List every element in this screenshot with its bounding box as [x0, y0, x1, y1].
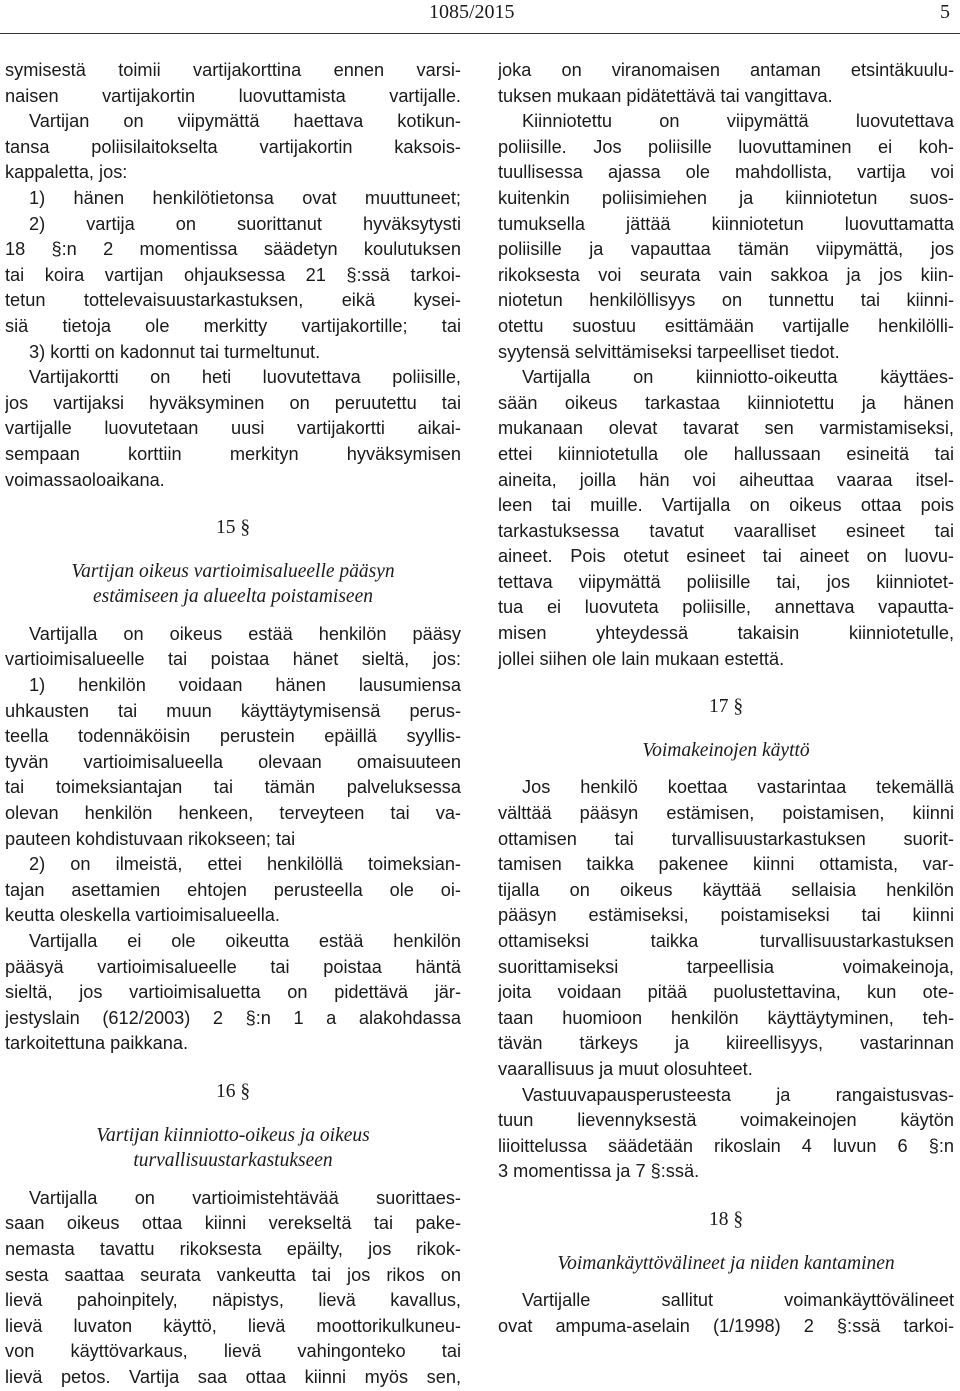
- left-text-line: tai koira vartijan ohjauksessa 21 §:ssä tarkoi-: [5, 264, 461, 285]
- left-text-line: teella todennäköisin perustein epäillä syyllis-: [5, 726, 461, 747]
- right-text-line: niotetun henkilöllisyys on tunnettu tai kiinni-: [498, 290, 954, 311]
- right-text-line: Jos henkilö koettaa vastarintaa tekemällä: [522, 777, 954, 798]
- right-text-line: Kiinniotettu on viipymättä luovutettava: [522, 111, 954, 132]
- spacer: [5, 610, 461, 622]
- left-text-line: 2) on ilmeistä, ettei henkilöllä toimeksian-: [29, 854, 461, 875]
- left-text-line: lievä petos. Vartija saa ottaa kiinni myös sen,: [5, 1366, 461, 1387]
- section-number: 15 §: [215, 517, 251, 539]
- right-column: [498, 58, 954, 1339]
- right-text-line: tettava viipymättä poliisille tai, jos kiinniotet-: [498, 571, 954, 592]
- section-title: Voimakeinojen käyttö: [642, 739, 810, 761]
- right-text-line: taan huomioon henkilön käyttäytyminen, teh-: [498, 1007, 954, 1028]
- left-text-line: uhkausten tai muun käyttäytymisensä perus-: [5, 700, 461, 721]
- spacer: [5, 1105, 461, 1123]
- left-text-line: tetun tottelevaisuustarkastuksen, eikä kysei-: [5, 290, 461, 311]
- right-text-line: sään oikeus tarkastaa kiinniotettu ja hänen: [498, 392, 954, 413]
- section-number: 18 §: [708, 1208, 744, 1230]
- left-text-line: 18 §:n 2 momentissa säädetyn koulutuksen: [5, 239, 461, 260]
- left-text-line: Vartijalla ei ole oikeutta estää henkilön: [29, 931, 461, 951]
- section-title: Voimankäyttövälineet ja niiden kantaminen: [557, 1252, 895, 1274]
- left-text-line: tai toimeksiantajan tai tämän palveluksessa: [5, 777, 461, 798]
- left-text-line: 1) henkilön voidaan hänen lausumiensa: [29, 675, 461, 696]
- left-text-line: kappaletta, jos:: [5, 162, 128, 183]
- right-text-line: poliisille. Jos poliisille luovuttaminen ei koh-: [498, 136, 954, 157]
- right-text-line: Vartijalla on kiinniotto-oikeutta käyttäes-: [522, 367, 954, 388]
- right-text-line: joita voidaan pitää puolustettavina, kun ote-: [498, 982, 954, 1003]
- document-number: 1085/2015: [429, 1, 515, 23]
- right-text-line: jollei siihen ole lain mukaan estettä.: [498, 648, 785, 669]
- spacer: [498, 1276, 954, 1288]
- right-text-line: tuksen mukaan pidätettävä tai vangittava.: [498, 85, 833, 106]
- right-text-line: tarkastuksessa tavatut vaaralliset esineet tai: [498, 520, 954, 541]
- left-text-line: symisestä toimii vartijakorttina ennen varsi-: [5, 60, 461, 80]
- right-text-line: tuullisessa ajassa ole mahdollista, vartija voi: [498, 162, 954, 183]
- right-text-line: poliisille ja vapauttaa tämän viipymättä, jos: [498, 239, 954, 260]
- right-text-line: liioittelussa säädetään rikoslain 4 luvun 6 §:n: [498, 1135, 954, 1156]
- left-text-line: keutta oleskella vartioimisalueella.: [5, 905, 280, 926]
- left-text-line: sieltä, jos vartioimisaluetta on pidettävä jär-: [5, 982, 461, 1003]
- page-number: 5: [940, 1, 950, 23]
- spacer: [5, 1174, 461, 1186]
- right-text-line: aineita, joilla hän voi aiheuttaa vaaraa itsel-: [498, 469, 954, 490]
- left-text-line: jos vartijaksi hyväksyminen on peruutettu tai: [5, 392, 461, 413]
- left-text-line: pauteen kohdistuvaan rikokseen; tai: [5, 828, 296, 849]
- section-title: Vartijan oikeus vartioimisalueelle pääsyn: [71, 560, 395, 582]
- left-text-line: naisen vartijakortin luovuttamista vartijalle.: [5, 85, 461, 106]
- right-text-line: Vartijalle sallitut voimankäyttövälineet: [522, 1290, 954, 1311]
- spacer: [498, 1233, 954, 1251]
- spacer: [498, 720, 954, 738]
- right-text-line: tuun lievennyksestä voimakeinojen käytön: [498, 1110, 954, 1131]
- page-header: [0, 0, 960, 34]
- section-title: Vartijan kiinniotto-oikeus ja oikeus: [96, 1124, 370, 1146]
- right-text-line: vaarallisuus ja muut olosuhteet.: [498, 1058, 753, 1079]
- right-text-line: ovat ampuma-aselain (1/1998) 2 §:ssä tarkoi-: [498, 1315, 954, 1336]
- left-text-line: voimassaoloaikana.: [5, 469, 165, 490]
- right-text-line: ottamisen tai turvallisuustarkastuksen suorit-: [498, 828, 954, 849]
- left-text-line: Vartijalla on oikeus estää henkilön pääsy: [29, 623, 461, 644]
- right-text-line: Vastuuvapausperusteesta ja rangaistusvas-: [522, 1084, 954, 1105]
- left-text-line: siä tietoja ole merkitty vartijakortille; tai: [5, 315, 461, 336]
- right-text-line: välttää pääsyn estämisen, poistamisen, kiinni: [498, 803, 954, 824]
- left-text-line: 2) vartija on suorittanut hyväksytysti: [29, 213, 461, 234]
- section-title: estämiseen ja alueelta poistamiseen: [93, 586, 373, 608]
- left-text-line: Vartijan on viipymättä haettava kotikun-: [29, 111, 461, 132]
- right-text-line: pääsyn estämiseksi, poistamiseksi tai kiinni: [498, 905, 954, 926]
- left-text-line: vartioimisalueelle tai poistaa hänet sieltä, jos:: [5, 649, 461, 670]
- left-text-line: lievä luvaton käyttö, lievä moottorikulkuneu-: [5, 1315, 461, 1336]
- spacer: [5, 541, 461, 559]
- right-text-line: misen yhteydessä takaisin kiinniotetulle,: [498, 623, 954, 644]
- right-text-line: tävän tärkeys ja kiireellisyys, vastarinnan: [498, 1033, 954, 1054]
- spacer: [5, 1057, 461, 1079]
- right-text-line: ottamiseksi taikka turvallisuustarkastuksen: [498, 931, 954, 951]
- spacer: [498, 763, 954, 775]
- left-text-line: sesta saattaa seurata vankeutta tai jos rikos on: [5, 1264, 461, 1285]
- left-text-line: nemasta tavattu rikoksesta epäilty, jos rikok-: [5, 1238, 461, 1259]
- left-text-line: saan oikeus ottaa kiinni verekseltä tai pake-: [5, 1213, 461, 1234]
- right-text-line: tua ei luovuteta poliisille, annettava vapautta-: [498, 597, 954, 618]
- right-text-line: ettei kiinniotetulla ole hallussaan esineitä tai: [498, 443, 954, 464]
- left-text-line: pääsyä vartioimisalueelle tai poistaa häntä: [5, 956, 461, 977]
- left-text-line: tansa poliisilaitokselta vartijakortin kaksois-: [5, 136, 461, 157]
- right-text-line: suorittamiseksi tarpeellisia voimakeinoja,: [498, 956, 954, 977]
- right-text-line: aineet. Pois otetut esineet tai aineet on luovu-: [498, 546, 954, 567]
- right-text-line: tumuksella jättää kiinniotetun luovuttamatta: [498, 213, 954, 234]
- left-text-line: tyvän vartioimisalueella olevaan omaisuuteen: [5, 751, 461, 772]
- spacer: [5, 493, 461, 515]
- header-rule: [0, 33, 960, 34]
- right-text-line: kuitenkin poliisimiehen ja kiinniotetun suos-: [498, 187, 954, 208]
- left-text-line: sempaan korttiin merkityn hyväksymisen: [5, 443, 461, 464]
- left-text-line: 1) hänen henkilötietonsa ovat muuttuneet;: [29, 187, 461, 208]
- spacer: [498, 672, 954, 694]
- left-text-line: tarkoitettuna paikkana.: [5, 1033, 189, 1054]
- left-text-line: vartijalle luovutetaan uusi vartijakortti aikai-: [5, 418, 461, 439]
- left-text-line: jestyslain (612/2003) 2 §:n 1 a alakohdassa: [5, 1007, 461, 1028]
- right-text-line: rikoksesta voi seurata vain sakkoa ja jos kiin-: [498, 264, 954, 285]
- left-text-line: olevan henkilön henkeen, terveyteen tai va-: [5, 803, 461, 824]
- left-text-line: tajan asettamien ehtojen perusteella ole oi-: [5, 879, 461, 900]
- right-text-line: joka on viranomaisen antaman etsintäkuulu-: [498, 60, 954, 80]
- right-text-line: otettu suostuu esittämään vartijalle henkilölli-: [498, 315, 954, 336]
- left-text-line: lievä pahoinpitely, näpistys, lievä kavallus,: [5, 1290, 461, 1311]
- left-text-line: Vartijalla on vartioimistehtävää suorittaes-: [29, 1187, 461, 1208]
- right-text-line: tamisen taikka pakenee kiinni ottamista, var-: [498, 854, 954, 875]
- left-text-line: 3) kortti on kadonnut tai turmeltunut.: [29, 341, 321, 362]
- left-text-line: von käyttövarkaus, lievä vahingonteko tai: [5, 1341, 461, 1362]
- left-column: [5, 58, 461, 1391]
- section-number: 17 §: [708, 696, 744, 718]
- right-text-line: tijalla on oikeus käyttää sellaisia henkilön: [498, 879, 954, 900]
- section-title: turvallisuustarkastukseen: [133, 1150, 333, 1172]
- left-text-line: Vartijakortti on heti luovutettava poliisille,: [29, 367, 461, 388]
- right-text-line: leen tai muille. Vartijalla on oikeus ottaa pois: [498, 495, 954, 516]
- right-text-line: syytensä selvittämiseksi tarpeelliset tiedot.: [498, 341, 840, 362]
- section-number: 16 §: [215, 1080, 251, 1102]
- right-text-line: mukanaan olevat tavarat sen varmistamiseksi,: [498, 418, 954, 439]
- right-text-line: 3 momentissa ja 7 §:ssä.: [498, 1161, 700, 1182]
- spacer: [498, 1185, 954, 1207]
